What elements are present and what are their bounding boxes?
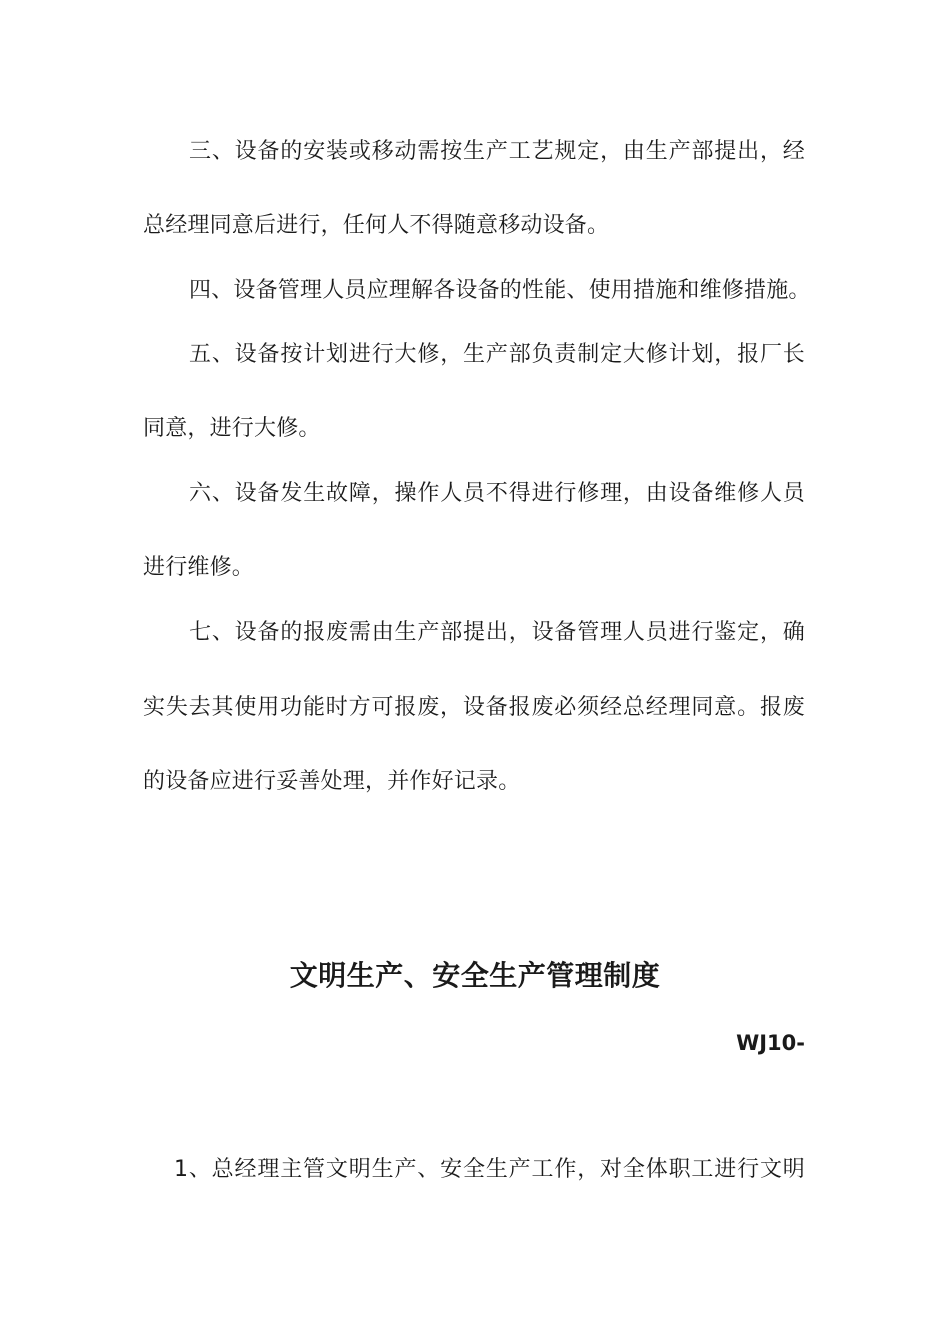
paragraph-3-line-2: 总经理同意后进行，任何人不得随意移动设备。 — [143, 213, 610, 238]
paragraph-3-line-1: 三、设备的安装或移动需按生产工艺规定，由生产部提出，经 — [189, 139, 805, 164]
paragraph-6-line-1: 六、设备发生故障，操作人员不得进行修理，由设备维修人员 — [189, 481, 805, 506]
section-title: 文明生产、安全生产管理制度 — [289, 959, 661, 992]
document-code: WJ10- — [736, 1031, 805, 1055]
paragraph-4-line-1: 四、设备管理人员应理解各设备的性能、使用措施和维修措施。 — [189, 278, 811, 303]
paragraph-5-line-2: 同意，进行大修。 — [143, 416, 321, 441]
paragraph-6-line-2: 进行维修。 — [143, 555, 255, 580]
paragraph-5-line-1: 五、设备按计划进行大修，生产部负责制定大修计划，报厂长 — [189, 342, 805, 367]
paragraph-7-line-2: 实失去其使用功能时方可报废，设备报废必须经总经理同意。报废 — [143, 695, 805, 720]
paragraph-7-line-1: 七、设备的报废需由生产部提出，设备管理人员进行鉴定，确 — [189, 620, 805, 645]
section-item-1-line-1: 1、总经理主管文明生产、安全生产工作，对全体职工进行文明 — [174, 1157, 805, 1182]
paragraph-7-line-3: 的设备应进行妥善处理，并作好记录。 — [143, 769, 521, 794]
